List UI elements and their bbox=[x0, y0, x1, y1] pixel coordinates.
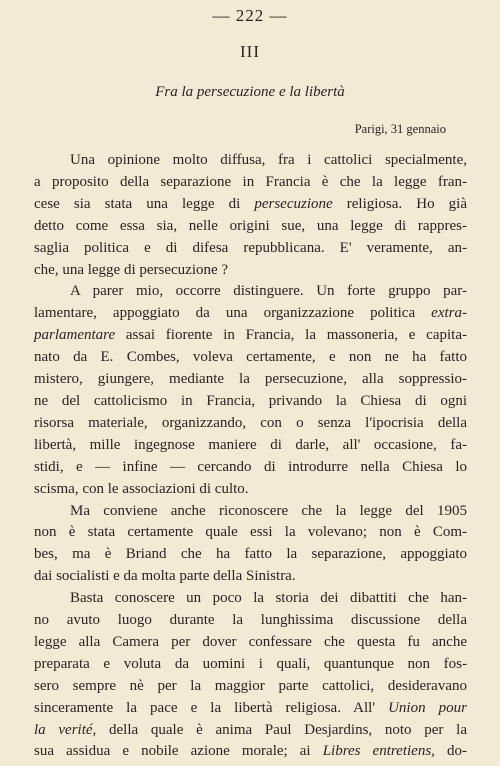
text-line: a proposito della separazione in Francia è che la legge fran- bbox=[34, 173, 467, 190]
text-line: Basta conoscere un poco la storia dei dibattiti che han- bbox=[70, 590, 467, 607]
text-line bbox=[34, 194, 467, 216]
text-line: sero sempre nè per la maggior parte cattolici, desideravano bbox=[34, 677, 467, 694]
italic-text: Libres entretiens, bbox=[322, 743, 435, 760]
italic-text: Union pour bbox=[388, 699, 467, 716]
text-segment: religiosa. Ho già bbox=[332, 195, 467, 212]
text-line bbox=[34, 741, 467, 763]
text-line: scisma, con le associazioni di culto. bbox=[34, 480, 249, 497]
text-line: stidi, e — infine — cercando di introdurre nella Chiesa lo bbox=[34, 458, 467, 475]
italic-text: extra- bbox=[431, 305, 467, 322]
text-line: Una opinione molto diffusa, fra i cattolici specialmente, bbox=[70, 152, 467, 168]
text-line: non è stata certamente quale essi la volevano; non è Com- bbox=[34, 524, 467, 541]
dateline: Parigi, 31 gennaio bbox=[354, 122, 446, 136]
text-line: mistero, giungere, mediante la persecuzione, alla soppressio- bbox=[34, 371, 467, 388]
text-line: ne del cattolicismo in Francia, privando la Chiesa di ogni bbox=[34, 392, 467, 409]
text-line bbox=[34, 325, 467, 347]
text-line: saglia politica e di difesa repubblicana. E' veramente, an- bbox=[34, 239, 467, 256]
text-line: risorsa materiale, organizzando, con o senza l'ipocrisia della bbox=[34, 414, 467, 431]
body-text bbox=[34, 150, 467, 763]
italic-text: parlamentare bbox=[34, 327, 116, 344]
text-line: dai socialisti e da molta parte della Sinistra. bbox=[34, 568, 296, 585]
paragraph bbox=[34, 281, 467, 500]
chapter-title: Fra la persecuzione e la libertà bbox=[155, 84, 345, 100]
text-line bbox=[34, 303, 467, 325]
text-segment: lamentare, appoggiato da una organizzazione politica bbox=[34, 305, 432, 322]
text-line bbox=[34, 720, 467, 742]
paragraph bbox=[34, 150, 467, 281]
text-segment: sinceramente la pace e la libertà religiosa. All' bbox=[34, 699, 389, 716]
chapter-number: III bbox=[240, 42, 260, 61]
text-line: no avuto luogo durante la lunghissima discussione della bbox=[34, 612, 467, 629]
text-line: nato da E. Combes, voleva certamente, e non ne ha fatto bbox=[34, 349, 467, 366]
text-line: che, una legge di persecuzione ? bbox=[34, 261, 229, 278]
text-line: bes, ma è Briand che ha fatto la separazione, appoggiato bbox=[34, 546, 467, 563]
text-line: Ma conviene anche riconoscere che la legge del 1905 bbox=[70, 502, 467, 519]
text-line: legge alla Camera per dover confessare che questa fu anche bbox=[34, 633, 467, 650]
paragraph bbox=[34, 501, 467, 589]
page-number: — 222 — bbox=[212, 6, 288, 25]
text-segment: della quale è anima Paul Desjardins, noto per la bbox=[96, 721, 467, 738]
paragraph bbox=[34, 588, 467, 763]
text-segment: assai fiorente in Francia, la massoneria, e capita- bbox=[115, 327, 467, 344]
text-line: preparata e voluta da uomini i quali, quantunque non fos- bbox=[34, 655, 467, 672]
text-line bbox=[34, 698, 467, 720]
text-segment: sua assidua e nobile azione morale; ai bbox=[34, 743, 323, 760]
text-line: A parer mio, occorre distinguere. Un forte gruppo par- bbox=[70, 283, 467, 300]
text-segment: do- bbox=[434, 743, 467, 760]
italic-text: la verité, bbox=[34, 721, 97, 738]
italic-text: persecuzione bbox=[254, 195, 333, 212]
text-segment: cese sia stata una legge di bbox=[34, 195, 255, 212]
text-line: detto come essa sia, nelle origini sue, una legge di rappres- bbox=[34, 217, 467, 234]
text-line: libertà, mille ingegnose maniere di darle, all' occasione, fa- bbox=[34, 436, 467, 453]
